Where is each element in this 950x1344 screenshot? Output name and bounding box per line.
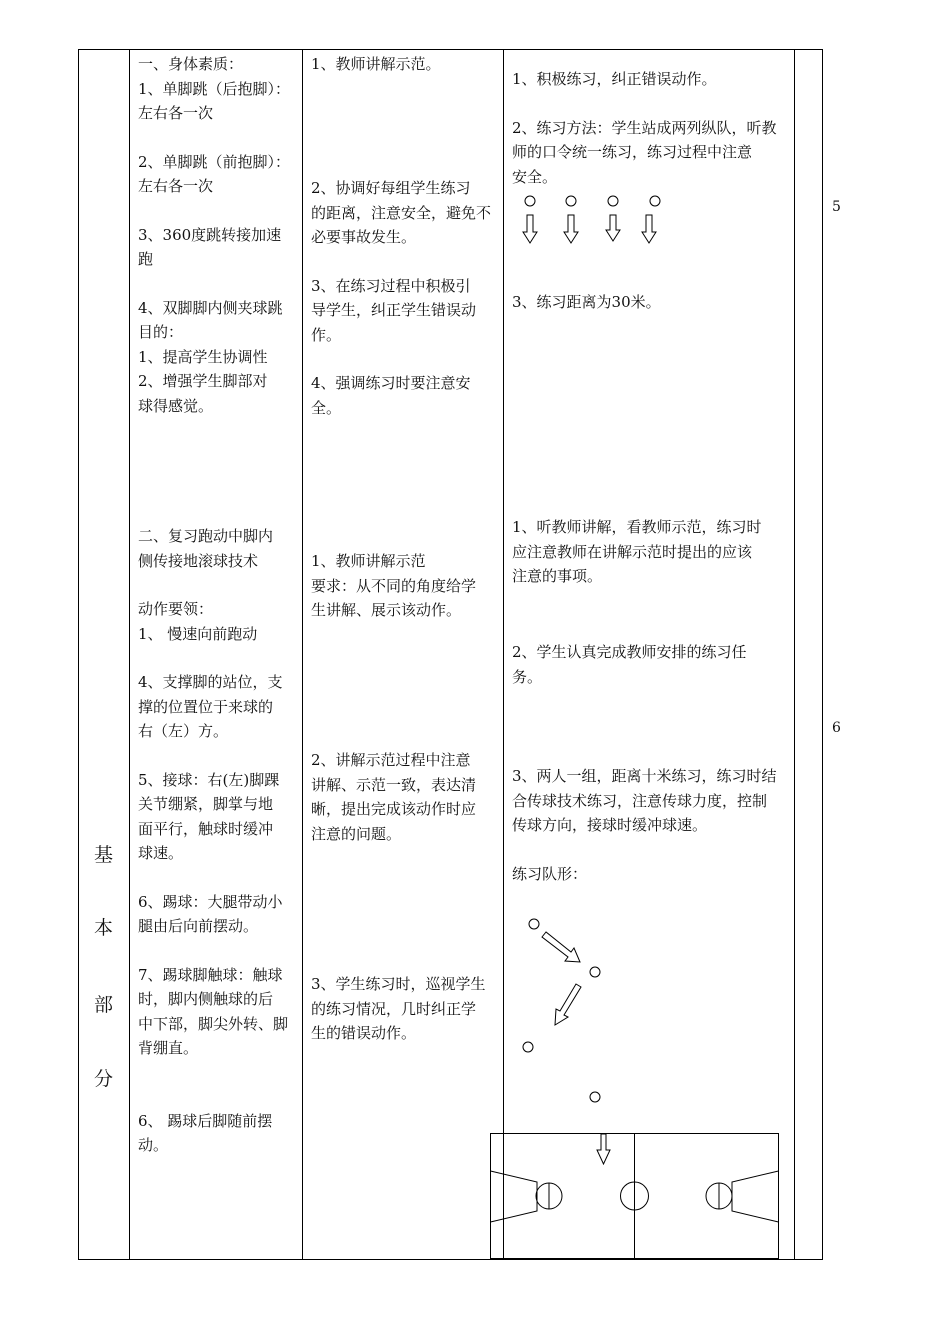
text-line: 1、 慢速向前跑动 [138,624,258,643]
blank-line [138,866,300,890]
student-marker [590,967,600,977]
right-key [732,1171,779,1222]
blank-line [311,250,501,274]
blank-line [138,1085,300,1109]
text-line: 6、 踢球后脚随前摆 [138,1111,273,1130]
time-value: 5 [832,199,841,215]
student-block-2 [512,290,792,315]
blank-line [138,126,300,150]
student-block-1 [512,67,792,189]
text-line: 5、接球：右(左)脚踝 [138,770,280,789]
blank-line [138,939,300,963]
text-line: 6、踢球：大腿带动小 [138,892,283,911]
student-block-4 [512,640,792,689]
text-line: 7、踢球脚触球：触球 [138,965,283,984]
text-line: 3、学生练习时，巡视学生 [311,975,486,993]
text-line: 4、双脚脚内侧夹球跳 [138,298,283,317]
text-line: 2、学生认真完成教师安排的练习任 [512,643,747,661]
student-marker [590,1092,600,1102]
text-line: 1、提高学生协调性 [138,347,268,366]
blank-line [138,272,300,296]
down-arrow-icon [642,215,656,243]
text-line: 全。 [311,398,342,417]
text-line: 2、协调好每组学生练习 [311,179,471,197]
text-line: 2、单脚跳（前抱脚）： [138,152,291,171]
text-line: 作。 [311,325,342,344]
text-line: 面平行，触球时缓冲 [138,819,274,838]
text-line: 跑 [138,250,154,268]
text-line: 4、支撑脚的站位，支 [138,673,283,691]
blank-line [311,347,501,371]
text-line: 二、复习跑动中脚内 [138,527,274,545]
text-line: 左右各一次 [138,104,214,122]
text-line: 3、360度跳转接加速 [138,225,282,244]
text-line: 应注意教师在讲解示范时提出的应该 [512,542,753,561]
col-border-1 [129,49,130,1260]
col-border-0 [78,49,79,1260]
text-line: 1、教师讲解示范 [311,552,426,570]
teacher-block-5 [311,972,501,1046]
text-line: 左右各一次 [138,177,214,195]
student-marker [525,196,535,206]
text-line: 1、教师讲解示范。 [311,55,441,73]
section-label-char: 分 [94,1068,114,1090]
section-label-char: 部 [94,994,114,1016]
col-border-4 [794,49,795,1260]
text-line: 一、身体素质： [138,55,244,73]
blank-line [138,199,300,223]
text-line: 时，脚内侧触球的后 [138,990,274,1008]
text-line: 关节绷紧，脚掌与地 [138,795,274,813]
section-label-char: 基 [94,844,114,866]
text-line: 3、在练习过程中积极引 [311,276,471,295]
pass-arrow-icon [555,984,581,1025]
blank-line [138,744,300,768]
blank-line [512,92,792,116]
student-marker [608,196,618,206]
teacher-block-1 [311,52,501,77]
text-line: 4、强调练习时要注意安 [311,374,471,392]
time-value: 6 [832,720,841,736]
text-line: 2、增强学生脚部对 [138,372,268,390]
pass-arrow-icon [542,932,580,962]
text-line: 3、两人一组，距离十米练习，练习时结 [512,767,777,785]
text-line: 注意的事项。 [512,567,603,585]
text-line: 2、练习方法：学生站成两列纵队，听教 [512,118,777,137]
text-line: 动作要领： [138,600,214,618]
text-line: 要求：从不同的角度给学 [311,576,477,595]
formation-diagram-passing [510,905,620,1165]
down-arrow-icon [523,215,537,243]
text-line: 安全。 [512,167,558,186]
blank-line [512,838,792,862]
text-line: 务。 [512,667,543,686]
col-border-2 [302,49,303,1260]
text-line: 目的： [138,323,184,341]
text-line: 1、单脚跳（后抱脚）： [138,79,291,98]
text-line: 注意的问题。 [311,824,402,843]
teacher-block-3 [311,549,501,623]
blank-line [138,573,300,597]
text-line: 1、听教师讲解，看教师示范，练习时 [512,518,762,536]
text-line: 动。 [138,1136,169,1154]
student-marker [650,196,660,206]
left-key [491,1171,538,1222]
content-block-passing [138,524,300,1158]
col-border-5 [822,49,823,1260]
blank-line [138,646,300,670]
teacher-block-2 [311,176,501,420]
text-line: 合传球技术练习，注意传球力度，控制 [512,791,768,810]
text-line: 2、讲解示范过程中注意 [311,751,471,769]
down-arrow-icon [606,215,620,241]
text-line: 3、练习距离为30米。 [512,293,661,311]
text-line: 的距离，注意安全，避免不 [311,203,492,222]
text-line: 球得感觉。 [138,396,214,415]
student-marker [566,196,576,206]
student-block-3 [512,515,792,589]
court-diagram [490,1133,780,1260]
text-line: 晰，提出完成该动作时应 [311,800,477,818]
text-line: 练习队形： [512,864,588,883]
text-line: 腿由后向前摆动。 [138,917,259,935]
text-line: 生讲解、展示该动作。 [311,601,462,619]
down-arrow-icon [564,215,578,243]
text-line: 传球方向，接球时缓冲球速。 [512,816,708,834]
text-line: 导学生，纠正学生错误动 [311,301,477,319]
text-line: 球速。 [138,844,184,862]
formation-diagram-columns [515,190,675,250]
student-block-5 [512,764,792,886]
text-line: 讲解、示范一致，表达清 [311,775,477,794]
text-line: 必要事故发生。 [311,228,417,246]
blank-line [138,1061,300,1085]
teacher-block-4 [311,748,501,846]
content-block-fitness [138,52,300,418]
text-line: 师的口令统一练习，练习过程中注意 [512,143,753,161]
text-line: 的练习情况，几时纠正学 [311,999,477,1018]
table-top-border [78,49,823,50]
text-line: 撑的位置位于来球的 [138,697,274,716]
text-line: 中下部，脚尖外转、脚 [138,1014,289,1033]
text-line: 侧传接地滚球技术 [138,551,259,570]
text-line: 1、积极练习，纠正错误动作。 [512,70,717,88]
col-border-3 [503,49,504,1260]
student-marker [529,919,539,929]
section-label-char: 本 [94,917,114,939]
student-marker [523,1042,533,1052]
text-line: 背绷直。 [138,1039,199,1057]
text-line: 生的错误动作。 [311,1024,417,1042]
text-line: 右（左）方。 [138,722,229,740]
